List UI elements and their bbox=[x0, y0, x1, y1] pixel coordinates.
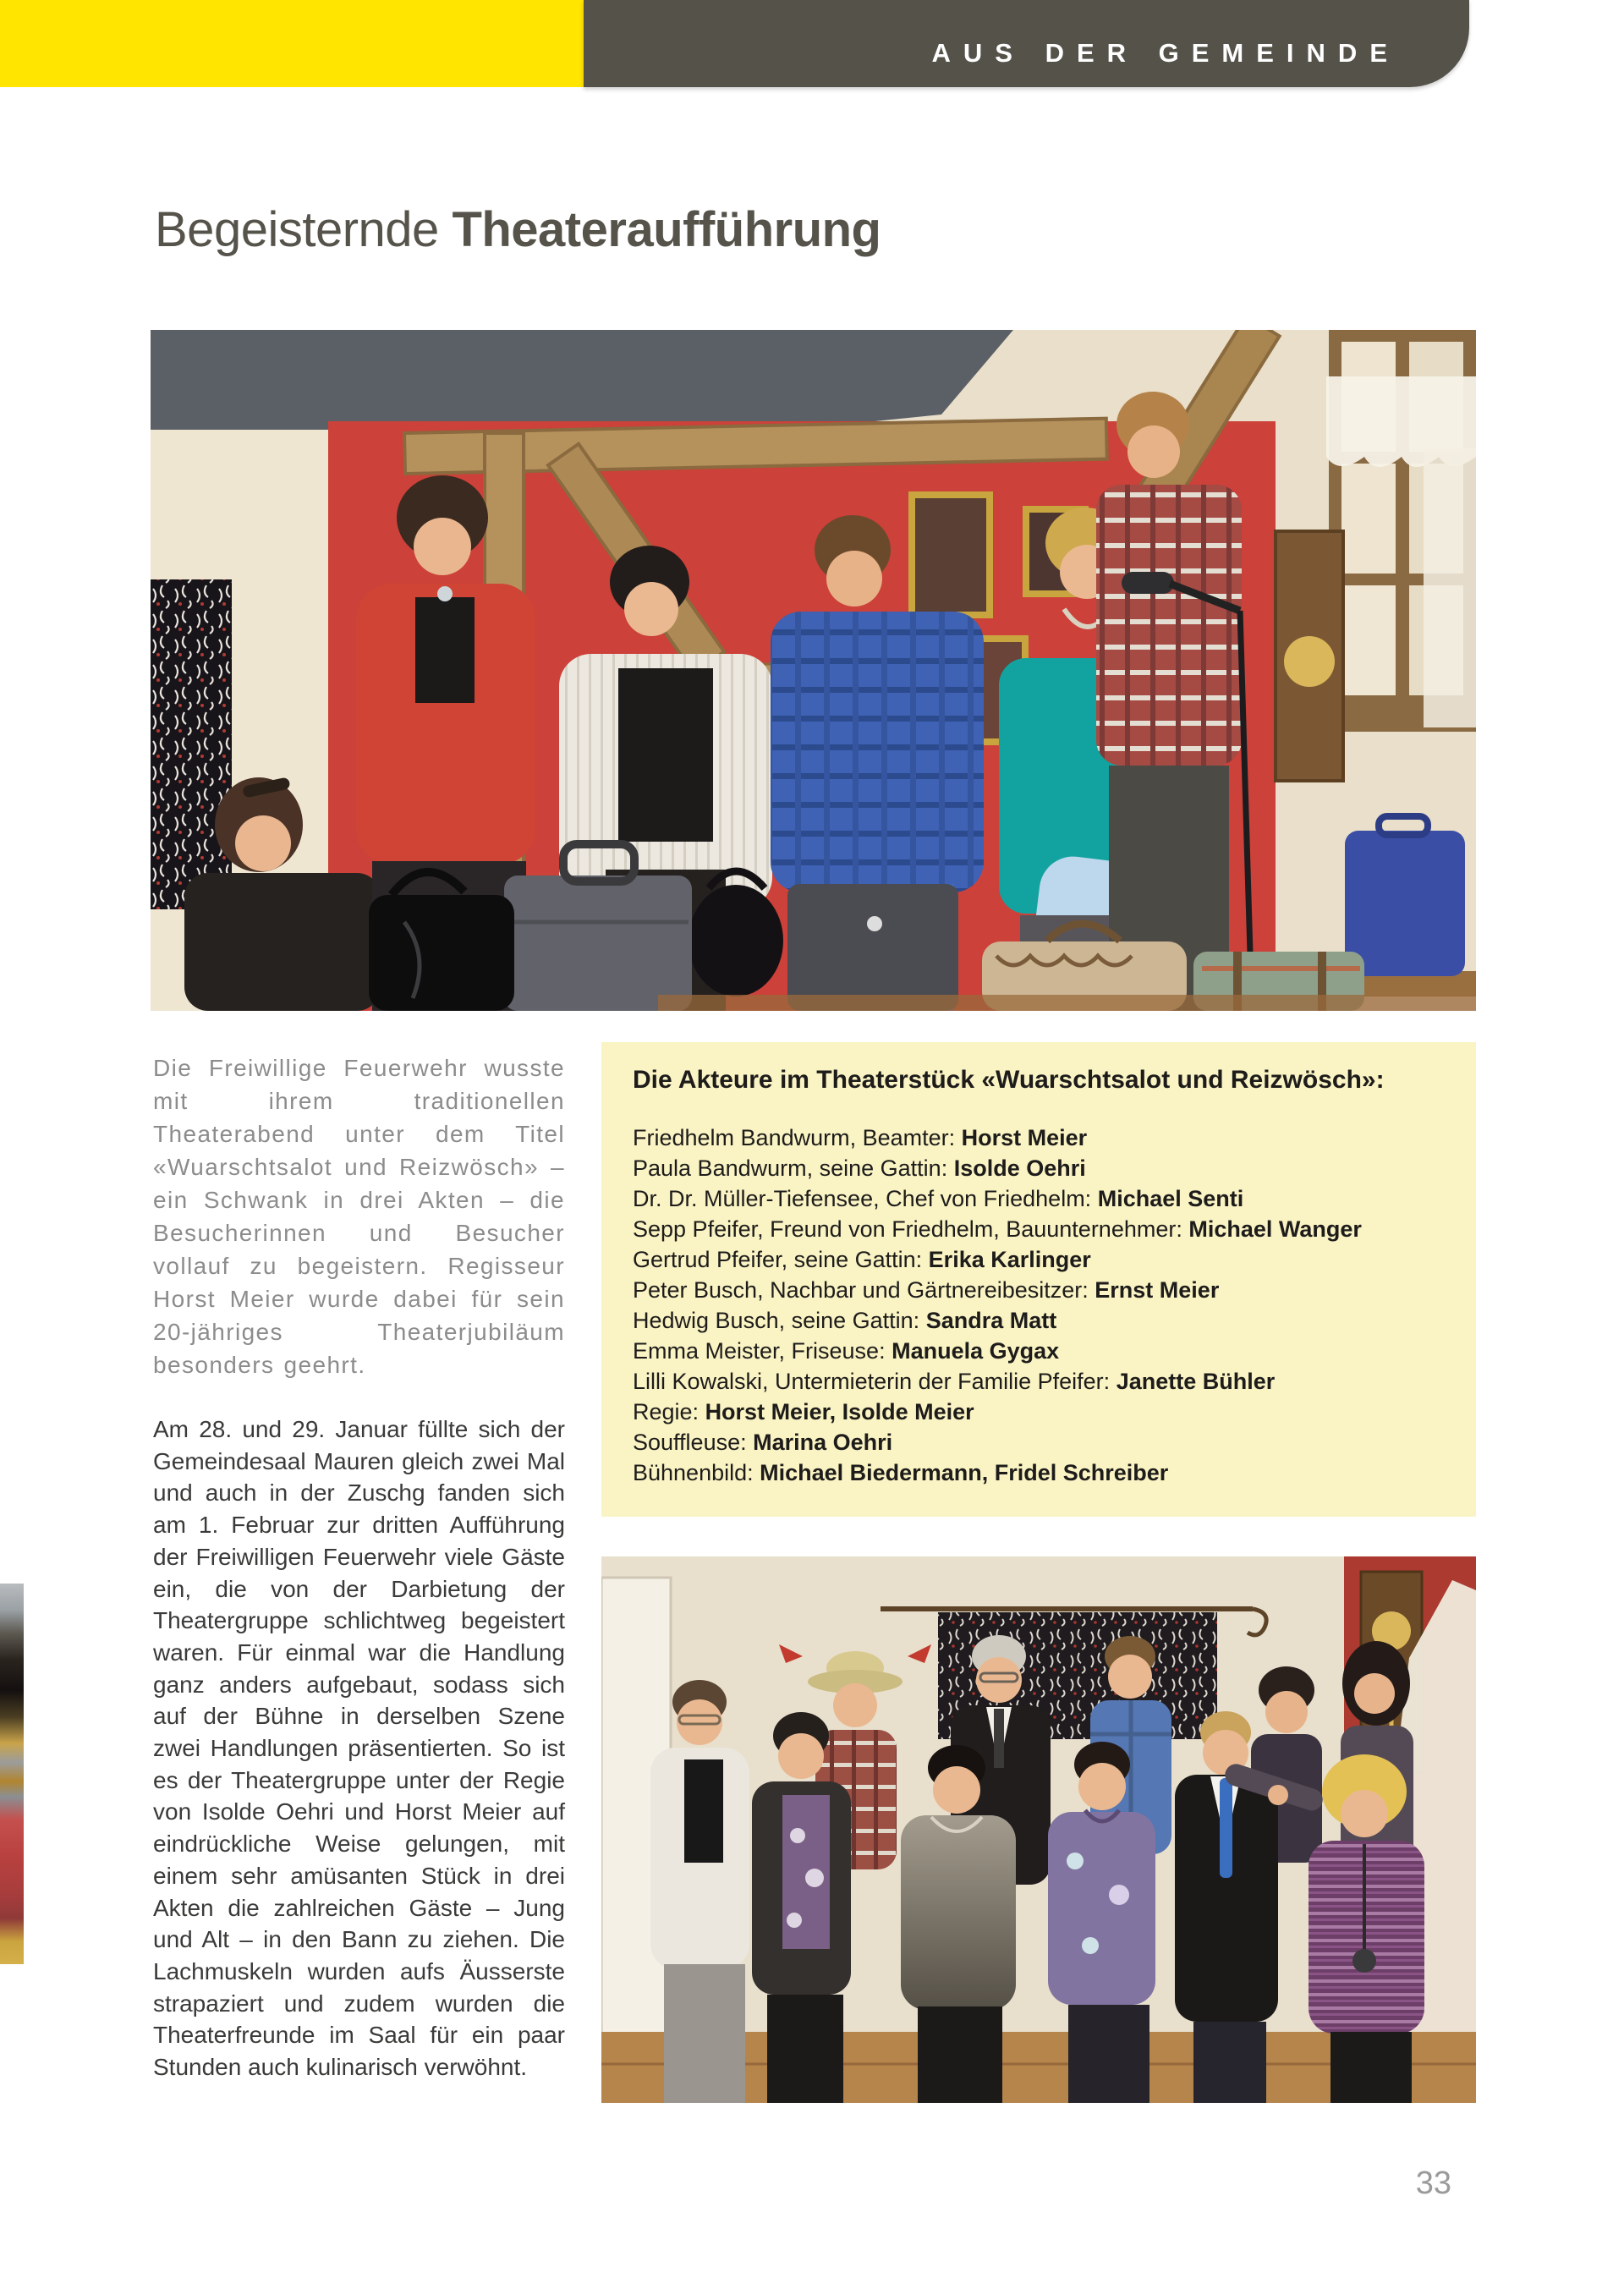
cast-actor: Michael Senti bbox=[1097, 1186, 1244, 1211]
cast-role: Paula Bandwurm, seine Gattin: bbox=[633, 1155, 954, 1181]
cast-box-title: Die Akteure im Theaterstück «Wuarschtsalot und Reizwösch»: bbox=[633, 1066, 1385, 1094]
cast-entry bbox=[633, 1336, 1444, 1366]
cast-actor: Ernst Meier bbox=[1095, 1277, 1220, 1303]
page-title-regular: Begeisternde bbox=[155, 202, 439, 257]
group-photo bbox=[601, 1556, 1476, 2103]
cast-actor: Michael Wanger bbox=[1188, 1216, 1362, 1242]
cast-role: Emma Meister, Friseuse: bbox=[633, 1338, 892, 1364]
cast-entry bbox=[633, 1397, 1444, 1427]
cast-entry bbox=[633, 1275, 1444, 1305]
page-title-bold: Theateraufführung bbox=[452, 202, 881, 257]
cast-actor: Erika Karlinger bbox=[928, 1247, 1091, 1272]
section-title: AUS DER GEMEINDE bbox=[931, 37, 1400, 68]
cast-role: Hedwig Busch, seine Gattin: bbox=[633, 1308, 926, 1333]
cast-entry bbox=[633, 1123, 1444, 1153]
page-title bbox=[155, 201, 881, 258]
cast-role: Gertrud Pfeifer, seine Gattin: bbox=[633, 1247, 929, 1272]
cast-role: Friedhelm Bandwurm, Beamter: bbox=[633, 1125, 962, 1150]
cast-entry bbox=[633, 1427, 1444, 1457]
cast-actor: Michael Biedermann, Fridel Schreiber bbox=[760, 1460, 1169, 1485]
cast-entry bbox=[633, 1244, 1444, 1275]
stage-photo bbox=[151, 330, 1476, 1011]
article-body: Am 28. und 29. Januar füllte sich der Gemeindesaal Mauren gleich zwei Mal und auch in der Zuschg fanden sich am 1. Februar zur dritten Aufführung der Freiwilligen Feuerwehr viele Gäste ein, die von der Darbietung der Theatergruppe schlichtweg begeistert waren. Für einmal war die Handlung ganz anders aufgebaut, sodass sich auf der Bühne in derselben Szene zwei Handlungen präsentierten. So ist es der Theatergruppe unter der Regie von Isolde Oehri und Horst Meier auf eindrückliche Weise gelungen, mit einem sehr amüsanten Stück in drei Akten die zahlreichen Gäste – Jung und Alt – in den Bann zu ziehen. Die Lachmuskeln wurden aufs Äusserste strapaziert und zudem wurden die Theaterfreunde im Saal für ein paar Stunden auch kulinarisch verwöhnt. bbox=[153, 1416, 565, 2081]
article-column bbox=[153, 1051, 565, 2083]
cast-entry bbox=[633, 1457, 1444, 1488]
cast-role: Souffleuse: bbox=[633, 1430, 754, 1455]
cast-entry bbox=[633, 1366, 1444, 1397]
cast-actor: Janette Bühler bbox=[1116, 1369, 1276, 1394]
cast-role: Peter Busch, Nachbar und Gärtnereibesitzer: bbox=[633, 1277, 1095, 1303]
cast-entry bbox=[633, 1153, 1444, 1183]
cast-actor: Isolde Oehri bbox=[953, 1155, 1086, 1181]
stage-photo-illustration bbox=[151, 330, 1476, 1011]
cast-actor: Sandra Matt bbox=[925, 1308, 1057, 1333]
header-yellow-block bbox=[0, 0, 584, 87]
cast-entry bbox=[633, 1305, 1444, 1336]
page-number: 33 bbox=[1415, 2165, 1451, 2201]
cast-role: Bühnenbild: bbox=[633, 1460, 760, 1485]
cast-list bbox=[633, 1123, 1444, 1488]
cast-actor: Manuela Gygax bbox=[892, 1338, 1060, 1364]
cast-role: Dr. Dr. Müller-Tiefensee, Chef von Friedhelm: bbox=[633, 1186, 1098, 1211]
cast-box bbox=[601, 1042, 1476, 1517]
cast-role: Lilli Kowalski, Untermieterin der Familie Pfeifer: bbox=[633, 1369, 1116, 1394]
group-photo-illustration bbox=[601, 1556, 1476, 2103]
cast-actor: Horst Meier, Isolde Meier bbox=[705, 1399, 974, 1424]
section-header-bar bbox=[584, 0, 1469, 87]
cast-entry bbox=[633, 1183, 1444, 1214]
side-image-strip bbox=[0, 1584, 24, 1964]
article-lead: Die Freiwillige Feuerwehr wusste mit ihrem traditionellen Theaterabend unter dem Titel «Wuarschtsalot und Reizwösch» – ein Schwank in drei Akten – die Besucherinnen und Besucher vollauf zu begeistern. Regisseur Horst Meier wurde dabei für sein 20-jähriges Theaterjubiläum besonders geehrt. bbox=[153, 1055, 565, 1378]
cast-role: Sepp Pfeifer, Freund von Friedhelm, Bauunternehmer: bbox=[633, 1216, 1189, 1242]
cast-entry bbox=[633, 1214, 1444, 1244]
cast-actor: Horst Meier bbox=[961, 1125, 1088, 1150]
cast-role: Regie: bbox=[633, 1399, 705, 1424]
cast-actor: Marina Oehri bbox=[753, 1430, 893, 1455]
